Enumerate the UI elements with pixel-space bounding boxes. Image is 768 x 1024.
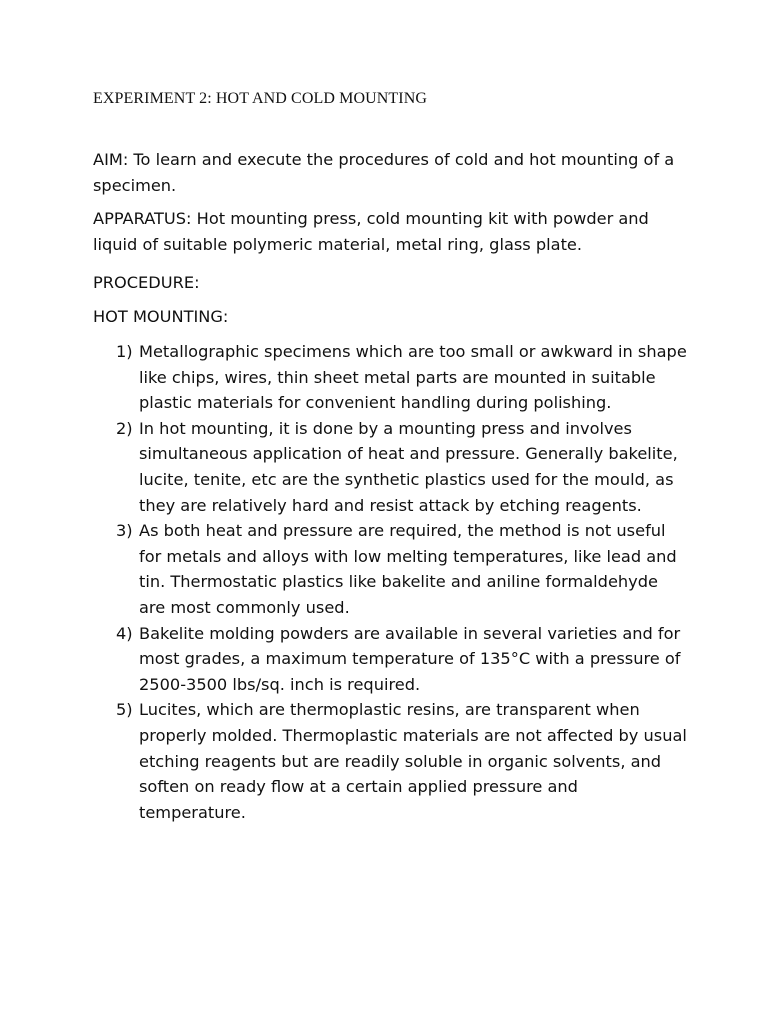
step-text: Bakelite molding powders are available in several varieties and for most grades, a maximum temperature of 135°C with a pressure of 2500-3500 lbs/sq. inch is required. <box>139 623 681 694</box>
step-text: As both heat and pressure are required, the method is not useful for metals and alloys with low melting temperatures, like lead and tin. Thermostatic plastics like bakelite and aniline formaldehyde are most commonly used. <box>139 521 677 617</box>
hot-mounting-heading: HOT MOUNTING: <box>93 307 229 326</box>
apparatus-paragraph: APPARATUS: Hot mounting press, cold mounting kit with powder and liquid of suitable polymeric material, metal ring, glass plate. <box>93 209 649 254</box>
procedure-step-2 <box>0 416 687 518</box>
step-number: 5) <box>116 700 133 720</box>
step-number: 2) <box>116 418 133 438</box>
procedure-step-5 <box>0 697 687 825</box>
procedure-step-4 <box>0 621 687 698</box>
experiment-title: EXPERIMENT 2: HOT AND COLD MOUNTING <box>93 90 428 107</box>
procedure-step-3 <box>0 518 687 620</box>
step-number: 1) <box>116 342 133 361</box>
step-text: Lucites, which are thermoplastic resins, are transparent when properly molded. Thermoplastic materials are not affected by usual etching reagents but are readily soluble in organic solvents, and soften on ready flow at a certain applied pressure and temperature. <box>139 700 687 822</box>
aim-paragraph: AIM: To learn and execute the procedures of cold and hot mounting of a specimen. <box>93 150 675 195</box>
procedure-step-1 <box>0 339 687 416</box>
step-text: In hot mounting, it is done by a mounting press and involves simultaneous application of heat and pressure. Generally bakelite, lucite, tenite, etc are the synthetic plastics used for the mould, as they are relatively hard and resist attack by etching reagents. <box>139 418 678 515</box>
step-number: 4) <box>116 623 133 643</box>
procedure-heading: PROCEDURE: <box>93 273 200 292</box>
procedure-steps-list <box>0 339 768 825</box>
step-text: Metallographic specimens which are too small or awkward in shape like chips, wires, thin sheet metal parts are mounted in suitable plastic materials for convenient handling during polishing. <box>139 342 687 413</box>
step-number: 3) <box>116 521 133 541</box>
